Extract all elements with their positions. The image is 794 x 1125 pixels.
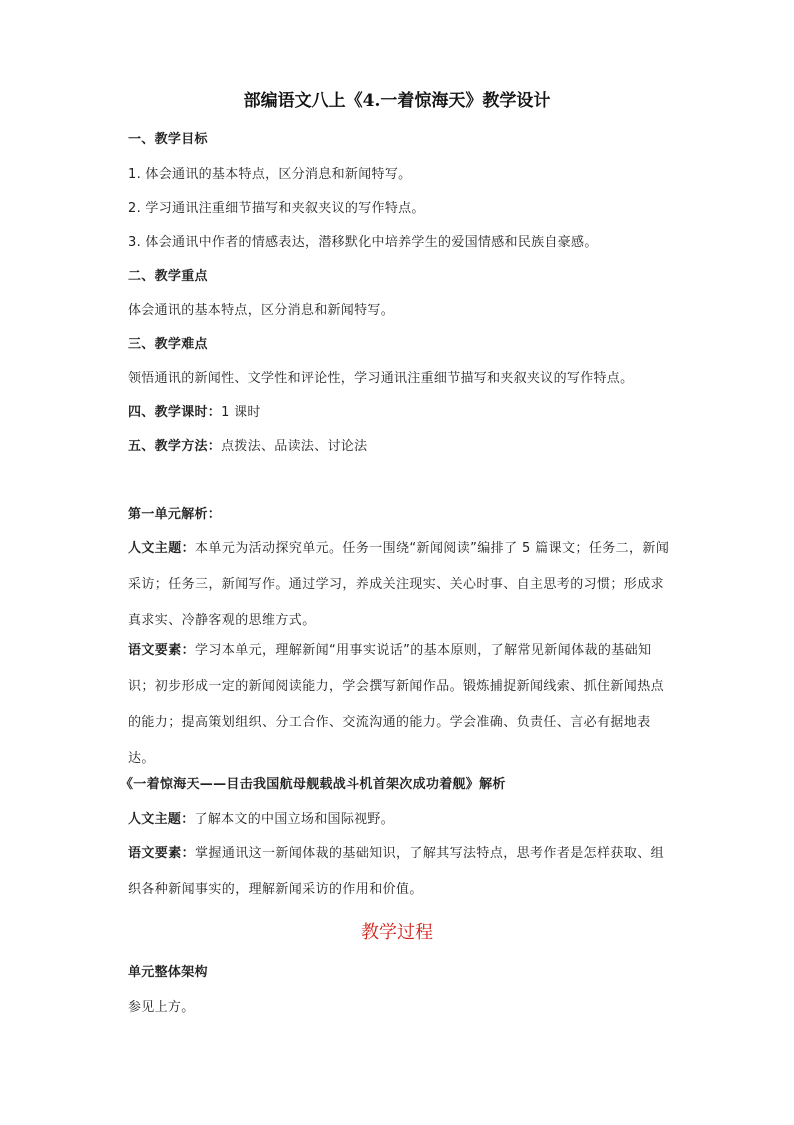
unit-humanity-label: 人文主题： [128,541,196,556]
text-humanity-text: 了解本文的中国立场和国际视野。 [194,812,395,827]
unit-language-label: 语文要素： [128,643,196,658]
document-title: 部编语文八上《4.一着惊海天》教学设计 [243,91,551,111]
process-heading: 教学过程 [361,922,433,943]
hours-value: 1 课时 [221,405,261,420]
hours-label: 四、教学课时： [128,405,222,420]
unit-humanity-text: 本单元为活动探究单元。任务一围绕“新闻阅读”编排了 5 篇课文；任务二，新闻采访；任务三，新闻写作。通过学习，养成关注现实、关心时事、自主思考的习惯；形成求真求实、冷静客观的思维方式。 [128,541,670,628]
key-points-text: 体会通讯的基本特点，区分消息和新闻特写。 [128,303,395,318]
process-text: 参见上方。 [128,1000,195,1015]
unit-humanity-paragraph [128,531,676,639]
hours-line [128,404,261,422]
key-points-heading: 二、教学重点 [128,269,208,284]
text-language-text: 掌握通讯这一新闻体裁的基础知识，了解其写法特点，思考作者是怎样获取、组织各种新闻事实的，理解新闻采访的作用和价值。 [128,846,665,897]
text-humanity-line [128,811,394,829]
text-language-paragraph [128,836,676,908]
text-analysis-heading: 《一着惊海天——目击我国航母舰载战斗机首架次成功着舰》解析 [120,777,506,792]
unit-analysis-heading: 第一单元解析： [128,507,222,522]
text-humanity-label: 人文主题： [128,812,195,827]
objectives-heading: 一、教学目标 [128,132,208,147]
methods-label: 五、教学方法： [128,439,222,454]
methods-value: 点拨法、品读法、讨论法 [221,439,368,454]
objective-item-1: 1. 体会通讯的基本特点，区分消息和新闻特写。 [128,167,412,182]
objective-item-2: 2. 学习通讯注重细节描写和夹叙夹议的写作特点。 [128,201,425,216]
difficulties-text: 领悟通讯的新闻性、文学性和评论性，学习通讯注重细节描写和夹叙夹议的写作特点。 [128,371,634,386]
methods-line [128,438,367,456]
objective-item-3: 3. 体会通讯中作者的情感表达，潜移默化中培养学生的爱国情感和民族自豪感。 [128,235,598,250]
difficulties-heading: 三、教学难点 [128,337,208,352]
unit-language-text: 学习本单元，理解新闻“用事实说话”的基本原则，了解常见新闻体裁的基础知识；初步形成一定的新闻阅读能力，学会撰写新闻作品。锻炼捕捉新闻线索、抓住新闻热点的能力；提高策划组织、分工合作、交流沟通的能力。学会准确、负责任、言必有据地表达。 [128,643,665,766]
text-language-label: 语文要素： [128,846,196,861]
process-sub-heading: 单元整体架构 [128,965,208,980]
unit-language-paragraph [128,633,676,777]
